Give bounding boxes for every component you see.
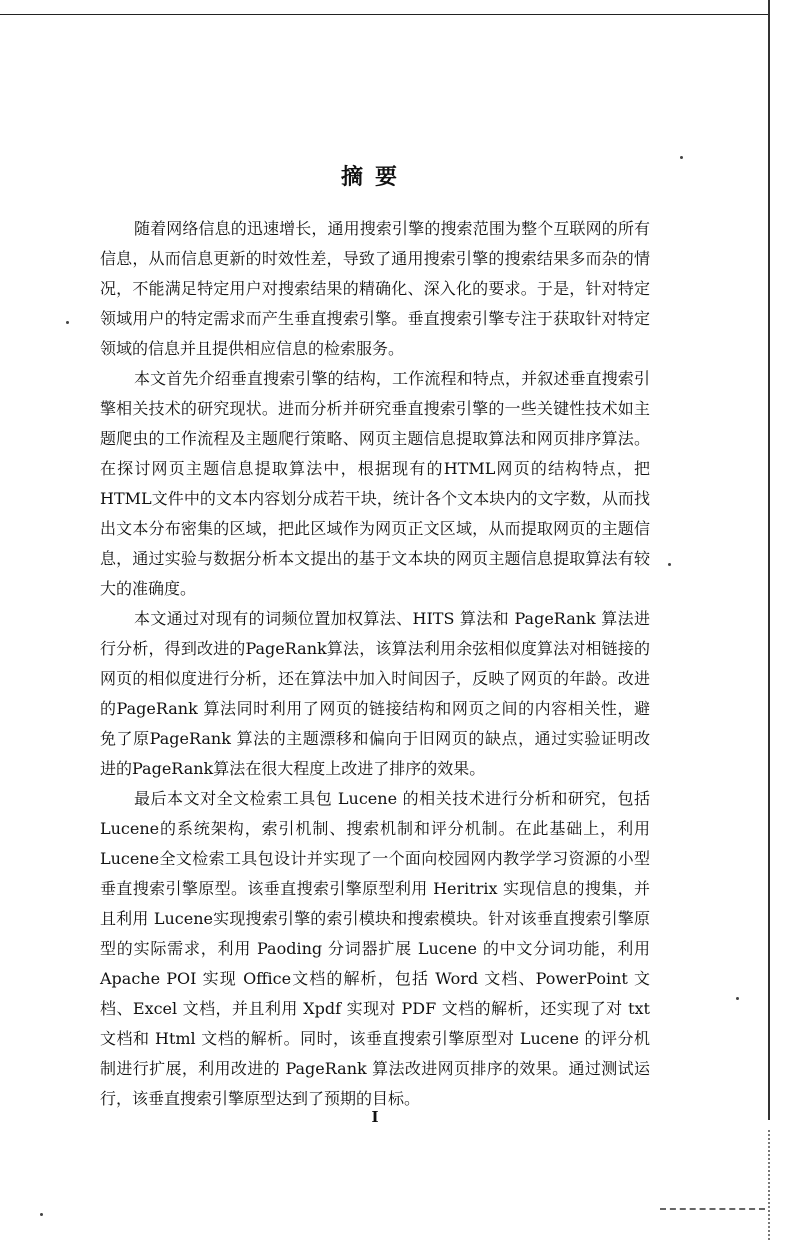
page-number: I: [371, 1108, 379, 1126]
scan-speck: [736, 997, 739, 1000]
scan-speck: [668, 563, 671, 566]
scan-frame-right-border: [768, 0, 770, 1120]
scan-frame-top-border: [0, 0, 768, 15]
scan-frame-right-dotted-edge: [768, 1130, 772, 1240]
abstract-body: [100, 214, 650, 1114]
abstract-paragraph-4: 最后本文对全文检索工具包 Lucene 的相关技术进行分析和研究，包括Lucene的系统架构，索引机制、搜索机制和评分机制。在此基础上，利用 Lucene全文检索工具包设计并实现了一个面向校园网内教学学习资源的小型垂直搜索引擎原型。该垂直搜索引擎原型利用 Heritrix 实现信息的搜集，并且利用 Lucene实现搜索引擎的索引模块和搜索模块。针对该垂直搜索引擎原型的实际需求，利用 Paoding 分词器扩展 Lucene 的中文分词功能，利用 Apache POI 实现 Office文档的解析，包括 Word 文档、PowerPoint 文档、Excel 文档，并且利用 Xpdf 实现对 PDF 文档的解析，还实现了对 txt 文档和 Html 文档的解析。同时，该垂直搜索引擎原型对 Lucene 的评分机制进行扩展，利用改进的 PageRank 算法改进网页排序的效果。通过测试运行，该垂直搜索引擎原型达到了预期的目标。: [100, 789, 650, 1108]
scan-bottom-dashes: [660, 1208, 765, 1212]
scan-speck: [40, 1213, 43, 1216]
scan-speck: [66, 321, 69, 324]
abstract-title: 摘要: [340, 164, 409, 190]
abstract-paragraph-1: 随着网络信息的迅速增长，通用搜索引擎的搜索范围为整个互联网的所有信息，从而信息更新的时效性差，导致了通用搜索引擎的搜索结果多而杂的情况，不能满足特定用户对搜索结果的精确化、深入化的要求。于是，针对特定领域用户的特定需求而产生垂直搜索引擎。垂直搜索引擎专注于获取针对特定领域的信息并且提供相应信息的检索服务。: [100, 219, 650, 358]
abstract-paragraph-2: 本文首先介绍垂直搜索引擎的结构，工作流程和特点，并叙述垂直搜索引擎相关技术的研究现状。进而分析并研究垂直搜索引擎的一些关键性技术如主题爬虫的工作流程及主题爬行策略、网页主题信息提取算法和网页排序算法。在探讨网页主题信息提取算法中，根据现有的HTML网页的结构特点，把HTML文件中的文本内容划分成若干块，统计各个文本块内的文字数，从而找出文本分布密集的区域，把此区域作为网页正文区域，从而提取网页的主题信息，通过实验与数据分析本文提出的基于文本块的网页主题信息提取算法有较大的准确度。: [100, 369, 650, 598]
abstract-paragraph-3: 本文通过对现有的词频位置加权算法、HITS 算法和 PageRank 算法进行分析，得到改进的PageRank算法，该算法利用余弦相似度算法对相链接的网页的相似度进行分析，还在算法中加入时间因子，反映了网页的年龄。改进的PageRank 算法同时利用了网页的链接结构和网页之间的内容相关性，避免了原PageRank 算法的主题漂移和偏向于旧网页的缺点，通过实验证明改进的PageRank算法在很大程度上改进了排序的效果。: [100, 609, 650, 778]
scan-speck: [680, 156, 683, 159]
